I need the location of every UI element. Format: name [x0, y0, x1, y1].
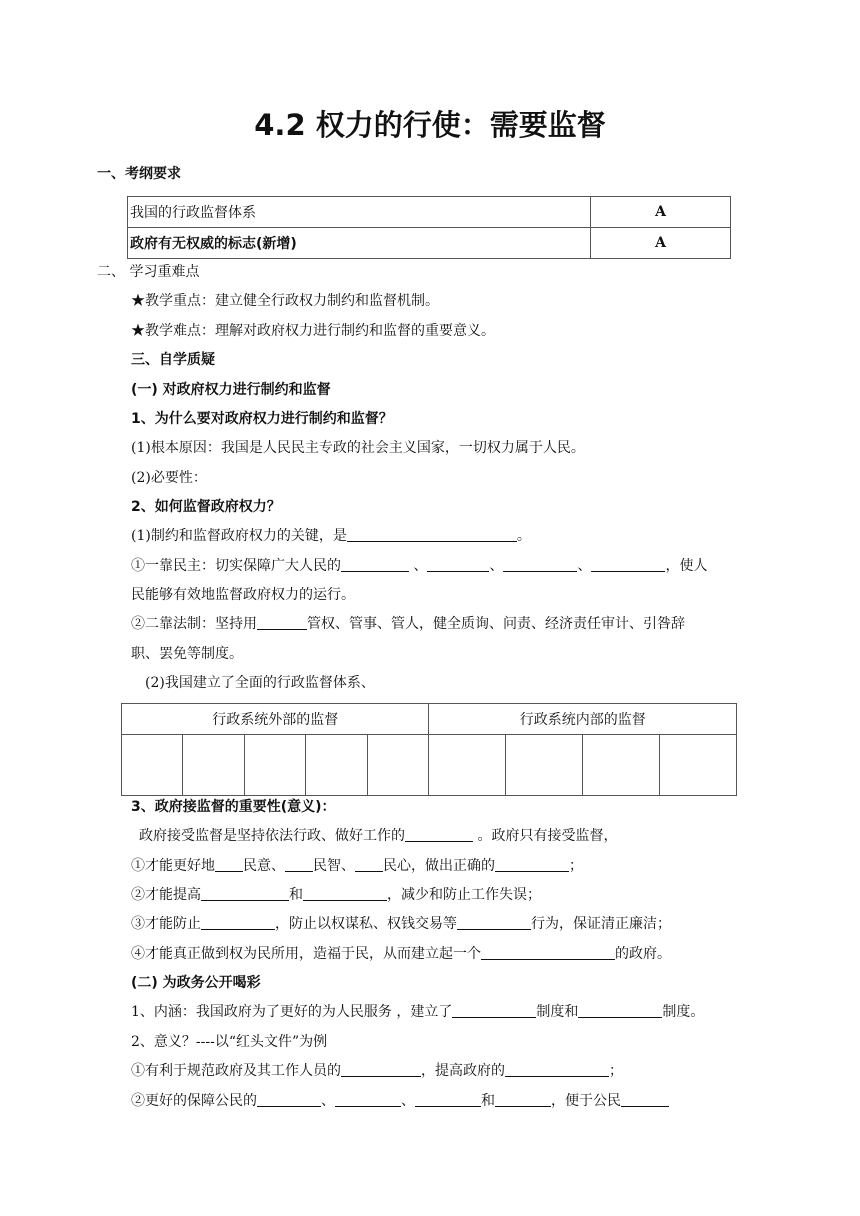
table-cell-item: 我国的行政监督体系 [128, 197, 591, 228]
q3-item-1-text: 民智、 [313, 858, 355, 874]
separator: 、 [413, 558, 428, 574]
q3-intro-end: 。政府只有接受监督， [477, 828, 618, 844]
q2-answer-1 [131, 526, 531, 546]
p2-item-4 [131, 1091, 669, 1111]
q2-answer-2: (2)我国建立了全面的行政监督体系、 [145, 675, 375, 691]
section-heading-2-text: 二、 学习重难点 [97, 264, 200, 280]
section-heading-1: 一、考纲要求 [97, 166, 181, 182]
q2-rule-of-law-line2: 职、罢免等制度。 [131, 646, 243, 662]
internal-supervision-header: 行政系统内部的监督 [429, 704, 737, 735]
q3-intro-text: 政府接受监督是坚持依法行政、做好工作的 [139, 828, 405, 844]
difficult-point: ★教学难点：理解对政府权力进行制约和监督的重要意义。 [131, 323, 495, 339]
q3-item-4-text: ④才能真正做到权为民所用，造福于民，从而建立起一个 [131, 946, 481, 962]
q3-item-1 [131, 856, 583, 876]
p2-item-4-text: ②更好的保障公民的 [131, 1093, 257, 1109]
fill-blank[interactable] [215, 857, 243, 872]
fill-blank[interactable] [578, 1003, 662, 1018]
table-cell-blank[interactable] [244, 735, 305, 796]
p2-item-3 [131, 1061, 623, 1081]
fill-blank[interactable] [495, 1092, 551, 1107]
table-row [122, 704, 737, 735]
question-2: 2、如何监督政府权力？ [131, 499, 281, 515]
q1-answer-2: (2)必要性： [131, 470, 207, 486]
q3-item-1-text: 民心，做出正确的 [383, 858, 495, 874]
fill-blank[interactable] [355, 857, 383, 872]
table-row [122, 735, 737, 796]
q2-answer-1-text: (1)制约和监督政府权力的关键，是 [131, 528, 347, 544]
fill-blank[interactable] [495, 857, 569, 872]
table-cell-blank[interactable] [583, 735, 660, 796]
fill-blank[interactable] [621, 1092, 669, 1107]
q2-democracy-line2: 民能够有效地监督政府权力的运行。 [131, 587, 355, 603]
fill-blank[interactable] [591, 557, 665, 572]
external-supervision-header: 行政系统外部的监督 [122, 704, 429, 735]
table-cell-level: A [591, 197, 731, 228]
table-cell-blank[interactable] [660, 735, 737, 796]
fill-blank[interactable] [427, 557, 489, 572]
q2-rule-of-law-text: ②二靠法制：坚持用 [131, 616, 257, 632]
table-cell-blank[interactable] [367, 735, 429, 796]
p2-item-1-end: 制度。 [662, 1004, 705, 1020]
table-cell-blank[interactable] [306, 735, 367, 796]
table-cell-blank[interactable] [506, 735, 583, 796]
q2-democracy-end: ，使人 [665, 558, 708, 574]
q2-rule-of-law [131, 614, 685, 634]
fill-blank[interactable] [201, 915, 275, 930]
section-heading-2 [97, 262, 199, 282]
page-title: 4.2 权力的行使：需要监督 [254, 108, 606, 142]
separator: 、 [577, 558, 592, 574]
p2-item-4-text: 和 [481, 1093, 495, 1109]
table-cell-blank[interactable] [183, 735, 244, 796]
fill-blank[interactable] [415, 1092, 481, 1107]
fill-blank[interactable] [201, 886, 289, 901]
q3-item-2-end: ，减少和防止工作失误； [387, 887, 541, 903]
q3-item-1-end: ； [569, 858, 583, 874]
table-cell-level: A [591, 228, 731, 259]
q3-item-3-text: ③才能防止 [131, 916, 201, 932]
q3-item-1-text: 民意、 [243, 858, 285, 874]
question-1: 1、为什么要对政府权力进行制约和监督？ [131, 411, 393, 427]
fill-blank[interactable] [457, 915, 531, 930]
p2-item-3-text: ，提高政府的 [421, 1063, 505, 1079]
q2-rule-of-law-end: 管权、管事、管人，健全质询、问责、经济责任审计、引咎辞 [307, 616, 685, 632]
part-heading-1: (一) 对政府权力进行制约和监督 [131, 382, 331, 398]
p2-item-1-text: 1、内涵：我国政府为了更好的为人民服务 ，建立了 [131, 1004, 453, 1020]
q3-item-4 [131, 944, 671, 964]
table-row [128, 197, 731, 228]
separator: 、 [321, 1093, 335, 1109]
q1-answer-1: (1)根本原因：我国是人民民主专政的社会主义国家，一切权力属于人民。 [131, 440, 585, 456]
p2-item-1 [131, 1002, 704, 1022]
p2-item-4-text: ，便于公民 [551, 1093, 621, 1109]
q3-item-3-end: 行为，保证清正廉洁； [531, 916, 671, 932]
fill-blank[interactable] [452, 1003, 536, 1018]
fill-blank[interactable] [503, 557, 577, 572]
fill-blank[interactable] [285, 857, 313, 872]
q2-democracy [131, 556, 707, 576]
q2-answer-1-end: 。 [516, 528, 531, 544]
table-cell-blank[interactable] [429, 735, 506, 796]
q3-item-4-end: 的政府。 [615, 946, 671, 962]
q3-item-2 [131, 885, 541, 905]
p2-item-3-text: ①有利于规范政府及其工作人员的 [131, 1063, 341, 1079]
fill-blank[interactable] [347, 527, 517, 542]
table-cell-blank[interactable] [122, 735, 183, 796]
q3-item-3 [131, 914, 671, 934]
key-point: ★教学重点：建立健全行政权力制约和监督机制。 [131, 293, 439, 309]
fill-blank[interactable] [257, 615, 307, 630]
q3-intro [139, 826, 617, 846]
fill-blank[interactable] [405, 827, 473, 842]
q3-item-2-text: ②才能提高 [131, 887, 201, 903]
q3-item-1-text: ①才能更好地 [131, 858, 215, 874]
separator: 、 [401, 1093, 415, 1109]
p2-item-3-end: ； [609, 1063, 623, 1079]
table-cell-item: 政府有无权威的标志(新增) [128, 228, 591, 259]
fill-blank[interactable] [303, 886, 387, 901]
fill-blank[interactable] [257, 1092, 321, 1107]
fill-blank[interactable] [335, 1092, 401, 1107]
section-heading-3: 三、自学质疑 [131, 352, 215, 368]
p2-item-2: 2、意义？----以“红头文件”为例 [131, 1034, 328, 1050]
q2-democracy-text: ①一靠民主：切实保障广大人民的 [131, 558, 341, 574]
q3-item-2-text: 和 [289, 887, 303, 903]
fill-blank[interactable] [505, 1062, 609, 1077]
q3-item-3-text: ，防止以权谋私、权钱交易等 [275, 916, 457, 932]
p2-item-1-text: 制度和 [536, 1004, 579, 1020]
supervision-table [121, 703, 737, 796]
fill-blank[interactable] [341, 1062, 421, 1077]
table-row [128, 228, 731, 259]
separator: 、 [489, 558, 504, 574]
fill-blank[interactable] [481, 945, 615, 960]
requirements-table [127, 196, 731, 259]
question-3: 3、政府接监督的重要性(意义)： [131, 799, 336, 815]
fill-blank[interactable] [341, 557, 409, 572]
part-heading-2: (二) 为政务公开喝彩 [131, 975, 261, 991]
